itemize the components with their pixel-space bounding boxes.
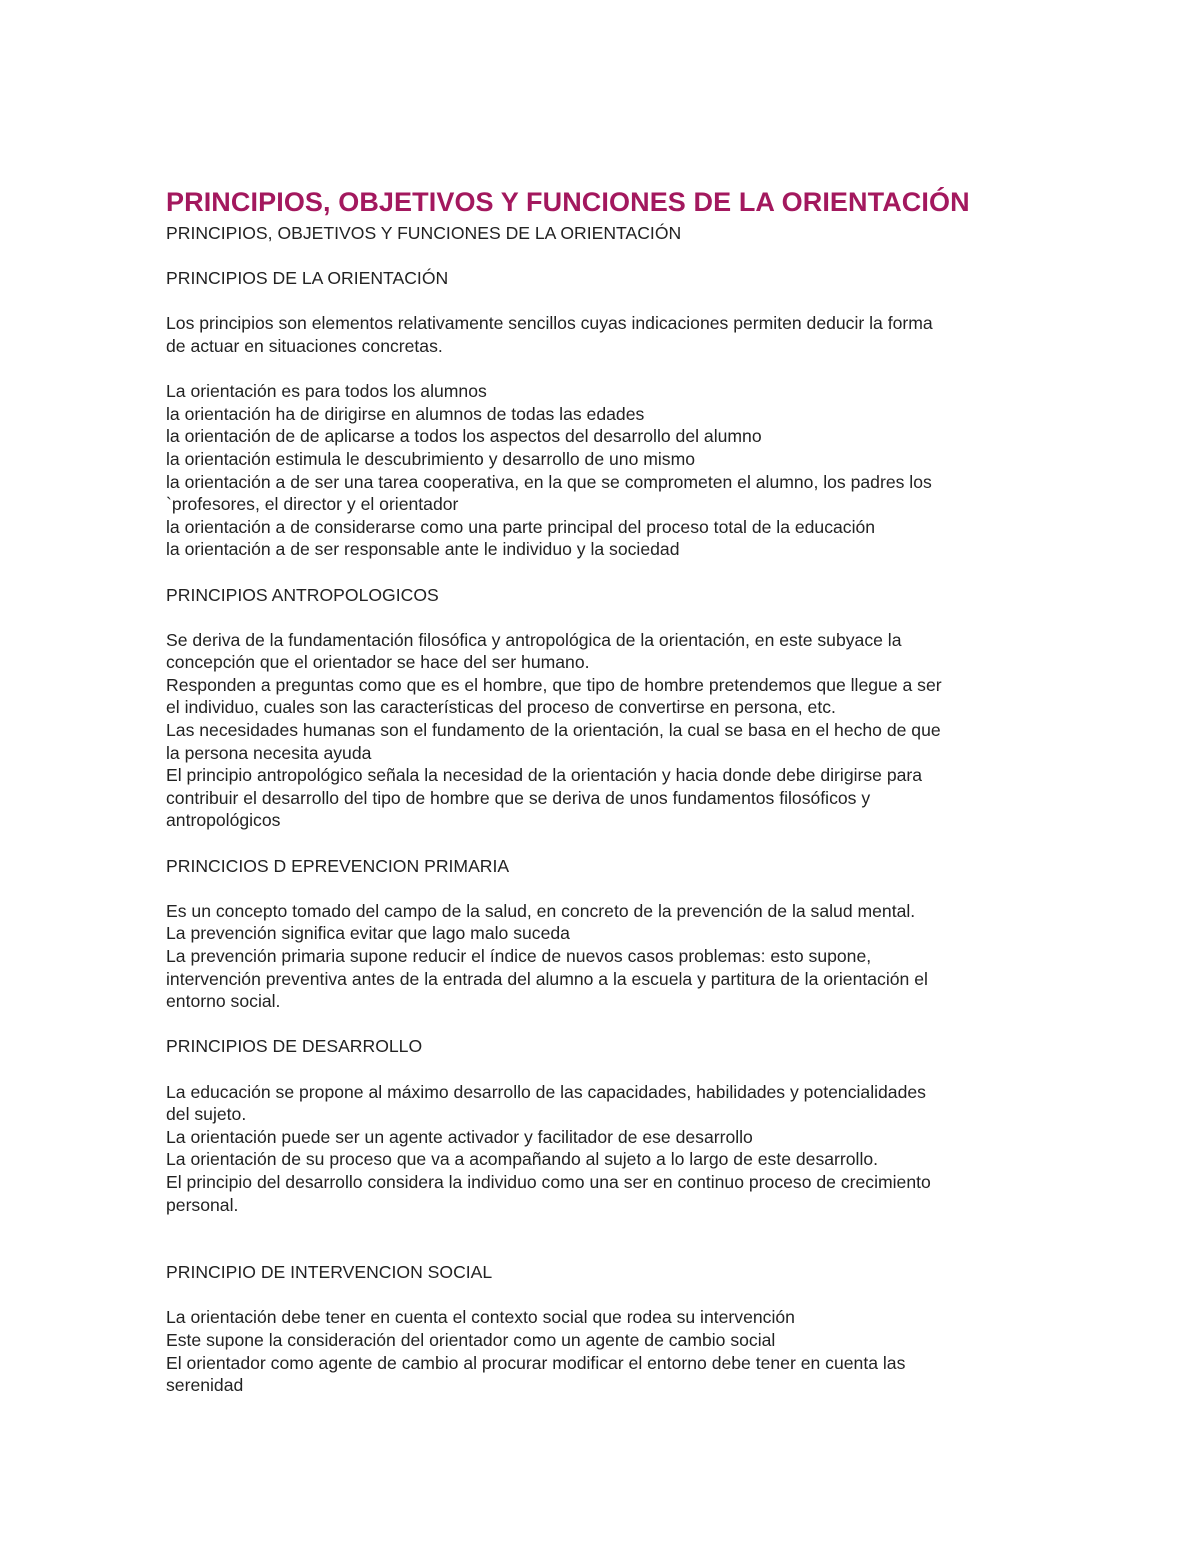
section-heading-desarrollo: PRINCIPIOS DE DESARROLLO (166, 1036, 423, 1057)
text-line: La prevención significa evitar que lago malo suceda (166, 923, 570, 944)
text-line: El principio del desarrollo considera la individuo como una ser en continuo proceso de crecimiento (166, 1171, 931, 1192)
text-line: La orientación puede ser un agente activador y facilitador de ese desarrollo (166, 1126, 753, 1147)
text-line: el individuo, cuales son las características del proceso de convertirse en persona, etc. (166, 697, 836, 718)
text-line: Los principios son elementos relativamente sencillos cuyas indicaciones permiten deducir la forma (166, 313, 933, 334)
document-subtitle: PRINCIPIOS, OBJETIVOS Y FUNCIONES DE LA ORIENTACIÓN (166, 223, 682, 243)
text-line: La educación se propone al máximo desarrollo de las capacidades, habilidades y potencialidades (166, 1081, 926, 1102)
section-paragraph (166, 1081, 1046, 1217)
text-line: la orientación a de ser responsable ante le individuo y la sociedad (166, 539, 680, 560)
text-line: la orientación estimula le descubrimiento y desarrollo de uno mismo (166, 448, 696, 469)
text-line: la persona necesita ayuda (166, 742, 372, 763)
section-paragraph (166, 900, 1046, 1013)
document-title: PRINCIPIOS, OBJETIVOS Y FUNCIONES DE LA ORIENTACIÓN (166, 187, 970, 217)
text-line: La prevención primaria supone reducir el índice de nuevos casos problemas: esto supone, (166, 946, 872, 966)
text-line: Las necesidades humanas son el fundamento de la orientación, la cual se basa en el hecho de que (166, 720, 941, 741)
text-line: concepción que el orientador se hace del ser humano. (166, 652, 590, 673)
text-line: Este supone la consideración del orientador como un agente de cambio social (166, 1329, 776, 1350)
text-line: Responden a preguntas como que es el hombre, que tipo de hombre pretendemos que llegue a ser (166, 674, 942, 695)
text-line: la orientación a de considerarse como una parte principal del proceso total de la educación (166, 516, 876, 537)
text-line: La orientación debe tener en cuenta el contexto social que rodea su intervención (166, 1307, 795, 1328)
text-line: entorno social. (166, 991, 281, 1012)
text-line: La orientación es para todos los alumnos (166, 381, 487, 402)
section-heading-principios-orientacion: PRINCIPIOS DE LA ORIENTACIÓN (166, 268, 449, 289)
section-paragraph (166, 629, 1046, 832)
document-page (166, 183, 1046, 1397)
text-line: El orientador como agente de cambio al procurar modificar el entorno debe tener en cuenta las (166, 1352, 906, 1373)
text-line: la orientación de de aplicarse a todos los aspectos del desarrollo del alumno (166, 426, 762, 447)
text-line: la orientación ha de dirigirse en alumnos de todas las edades (166, 403, 645, 424)
text-line: la orientación a de ser una tarea cooperativa, en la que se comprometen el alumno, los padres los (166, 471, 932, 492)
text-line: del sujeto. (166, 1104, 247, 1125)
section-heading-intervencion-social: PRINCIPIO DE INTERVENCION SOCIAL (166, 1262, 493, 1283)
text-line: serenidad (166, 1375, 244, 1396)
text-line: contribuir el desarrollo del tipo de hombre que se deriva de unos fundamentos filosóficos y (166, 787, 871, 808)
text-line: El principio antropológico señala la necesidad de la orientación y hacia donde debe dirigirse para (166, 765, 923, 786)
text-line: de actuar en situaciones concretas. (166, 335, 443, 356)
section-heading-prevencion-primaria: PRINCICIOS D EPREVENCION PRIMARIA (166, 855, 510, 876)
text-line: antropológicos (166, 810, 281, 831)
section-paragraph (166, 1306, 1046, 1396)
text-line: Se deriva de la fundamentación filosófica y antropológica de la orientación, en este subyace la (166, 629, 902, 650)
text-line: Es un concepto tomado del campo de la salud, en concreto de la prevención de la salud mental. (166, 900, 916, 921)
section-heading-antropologicos: PRINCIPIOS ANTROPOLOGICOS (166, 584, 439, 605)
section-paragraph (166, 312, 1046, 357)
text-line: intervención preventiva antes de la entrada del alumno a la escuela y partitura de la orientación el (166, 968, 928, 989)
text-line: La orientación de su proceso que va a acompañando al sujeto a lo largo de este desarrollo. (166, 1149, 879, 1170)
section-paragraph (166, 380, 1046, 561)
text-line: `profesores, el director y el orientador (166, 494, 459, 515)
spacer (166, 245, 1046, 268)
text-line: personal. (166, 1194, 239, 1215)
